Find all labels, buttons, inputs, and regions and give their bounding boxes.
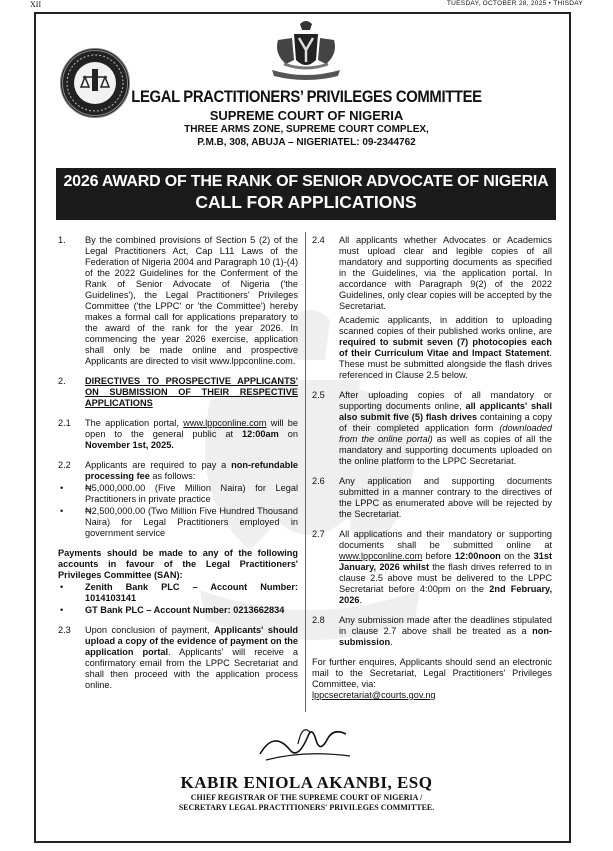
paragraph-text: By the combined provisions of Section 5 (2) of the Legal Practitioners Act, Cap L11 Laws of the Federation of Nigeria 2004 and Paragraph 10 (1)-(4) of the 2022 Guidelines for the Conferment of the Rank of Senior Advocate of Nigeria ('the Guidelines'), the Legal Practitioners' Privileges Committee ('the LPPC' or 'the Committee') hereby makes a formal call for applications preparatory to the award of the rank for the year 2026. In commencing the year 2026 exercise, application shall only be made online and prospective Applicants are directed to visit www.lppconline.com. <box>85 235 298 366</box>
newspaper-header-strip <box>0 0 613 12</box>
text: Applicants' should upload a copy of the evidence of payment on the application portal <box>85 625 298 657</box>
committee-heading: LEGAL PRACTITIONERS’ PRIVILEGES COMMITTEE <box>131 88 482 106</box>
paragraph-2-4 <box>312 235 552 381</box>
text: All applicants whether Advocates or Academics must upload clear and legible copies of all mandatory and supporting documents as specified in the Guidelines, via the application portal. In accordance with Paragraph 9(2) of the 2022 Guidelines, only clear copies will be accepted by the Secretariat. <box>339 235 552 311</box>
fee-item: • ₦5,000,000.00 (Five Million Naira) for Legal Practitioners in private practice <box>58 483 298 505</box>
text: Zenith Bank PLC – Account Number: 1014103141 <box>85 582 298 603</box>
text: The application portal, <box>85 418 184 428</box>
signatory-title-1: CHIEF REGISTRAR OF THE SUPREME COURT OF NIGERIA / <box>190 793 423 802</box>
text: before <box>422 551 455 561</box>
text: non-submission <box>339 626 552 647</box>
text: GT Bank PLC – Account Number: 0213662834 <box>85 605 285 615</box>
paragraph-2-3 <box>58 625 298 691</box>
text: on the <box>500 551 534 561</box>
paragraph-number: 2.6 <box>312 476 325 486</box>
text: . These must be submitted alongside the flash drives referenced in Clause 2.5 below. <box>339 348 552 380</box>
text: Applicants are required to pay a <box>85 460 232 470</box>
paragraph-number: 2.7 <box>312 529 325 539</box>
text: will be open to the general public at <box>85 418 298 439</box>
paragraph-number: 2.5 <box>312 390 325 400</box>
column-divider <box>305 232 306 712</box>
text: Upon conclusion of payment, <box>85 625 215 635</box>
paragraph-1 <box>58 235 298 367</box>
banner-title: 2026 AWARD OF THE RANK OF SENIOR ADVOCATE OF NIGERIA <box>63 173 549 190</box>
paragraph-number: 2.4 <box>312 235 325 245</box>
text: 31st January, 2026 whilst <box>339 551 553 572</box>
text: 12:00am <box>242 429 279 439</box>
payments-note <box>58 548 298 581</box>
paragraph-2-6 <box>312 476 552 520</box>
paragraph-2-7 <box>312 529 552 606</box>
text: (downloaded from the online portal) <box>339 423 552 444</box>
paragraph-2-2 <box>58 460 298 482</box>
publication-date: TUESDAY, OCTOBER 28, 2025 • THISDAY <box>446 0 583 7</box>
text: as well as copies of all the mandatory and supporting documents uploaded on the online platform to the LPPC Secretariat. <box>339 434 552 466</box>
coat-of-arms-icon <box>264 20 348 86</box>
portal-link[interactable]: www.lppconline.com <box>183 418 267 428</box>
text: 12:00noon <box>454 551 501 561</box>
banner-subtitle: CALL FOR APPLICATIONS <box>195 192 417 212</box>
paragraph-number: 2.8 <box>312 615 325 625</box>
text: After uploading copies of all mandatory or supporting documents online, <box>339 390 552 411</box>
address-line-1: THREE ARMS ZONE, SUPREME COURT COMPLEX, <box>184 124 429 135</box>
right-column <box>312 235 552 701</box>
academic-note <box>339 315 552 381</box>
paragraph-2 <box>58 376 298 409</box>
text: . <box>390 637 393 647</box>
text: required to submit seven (7) photocopies each of their Curriculum Vitae and Impact Statement <box>339 337 552 358</box>
title-banner <box>56 168 556 220</box>
text: Any application and supporting documents submitted in a manner contrary to the directives of the LPPC as enumerated above will be rejected by the Secretariat. <box>339 476 552 519</box>
paragraph-number: 2.1 <box>58 418 71 428</box>
page-number: XII <box>30 0 42 9</box>
enquiries-note: For further enquires, Applicants should send an electronic mail to the Secretariat, Legal Practitioners' Privileges Committee, via: <box>312 657 552 689</box>
text: Payments should be made to any of the following accounts in favour of the Legal Practitioners' Privileges Committee (SAN): <box>58 548 298 580</box>
text: 2nd February, 2026 <box>339 584 552 605</box>
text: November 1st, 2025. <box>85 440 174 450</box>
text: as follows: <box>149 471 196 481</box>
text: . Applicants' will receive a confirmatory email from the LPPC Secretariat and shall then proceed with the application process online. <box>85 647 298 690</box>
paragraph-number: 2.2 <box>58 460 71 470</box>
portal-link[interactable]: www.lppconline.com <box>339 551 423 561</box>
text: non-refundable processing fee <box>85 460 298 481</box>
text: containing a copy of their completed application form <box>339 412 553 433</box>
court-heading: SUPREME COURT OF NIGERIA <box>209 108 404 123</box>
fee-item: • ₦2,500,000.00 (Two Million Five Hundred Thousand Naira) for Legal Practitioners employed in government service <box>58 506 298 539</box>
signatory-name: KABIR ENIOLA AKANBI, ESQ <box>180 773 433 792</box>
left-column <box>58 235 298 700</box>
directives-heading: DIRECTIVES TO PROSPECTIVE APPLICANTS' ON SUBMISSION OF THEIR RESPECTIVE APPLICATIONS <box>85 376 298 408</box>
account-item <box>58 605 298 616</box>
signatory-title-2: SECRETARY LEGAL PRACTITIONERS' PRIVILEGES COMMITTEE. <box>178 803 435 812</box>
text: on <box>278 429 298 439</box>
paragraph-2-1 <box>58 418 298 451</box>
account-item <box>58 582 298 604</box>
paragraph-number: 2.3 <box>58 625 71 635</box>
address-line-2: P.M.B, 308, ABUJA – NIGERIATEL: 09-2344762 <box>197 137 416 148</box>
text: Academic applicants, in addition to uploading scanned copies of their published works online, are <box>339 315 552 336</box>
text: Any submission made after the deadlines stipulated in clause 2.7 above shall be treated as a <box>339 615 552 636</box>
text: All applications and their mandatory or supporting documents shall be submitted online at <box>339 529 552 550</box>
paragraph-2-5 <box>312 390 552 467</box>
paragraph-number: 1. <box>58 235 66 245</box>
text: all applicants' shall also submit five (5) flash drives <box>339 401 552 422</box>
text: . <box>359 595 363 605</box>
secretariat-email-link[interactable]: lppcsecretariat@courts.gov.ng <box>312 690 436 700</box>
paragraph-2-8 <box>312 615 552 648</box>
signature-icon <box>254 720 354 766</box>
text: the flash drives referred to in clause 2.5 above must be delivered to the LPPC Secretariat before 4:00pm on the <box>339 562 552 594</box>
paragraph-number: 2. <box>58 376 66 386</box>
